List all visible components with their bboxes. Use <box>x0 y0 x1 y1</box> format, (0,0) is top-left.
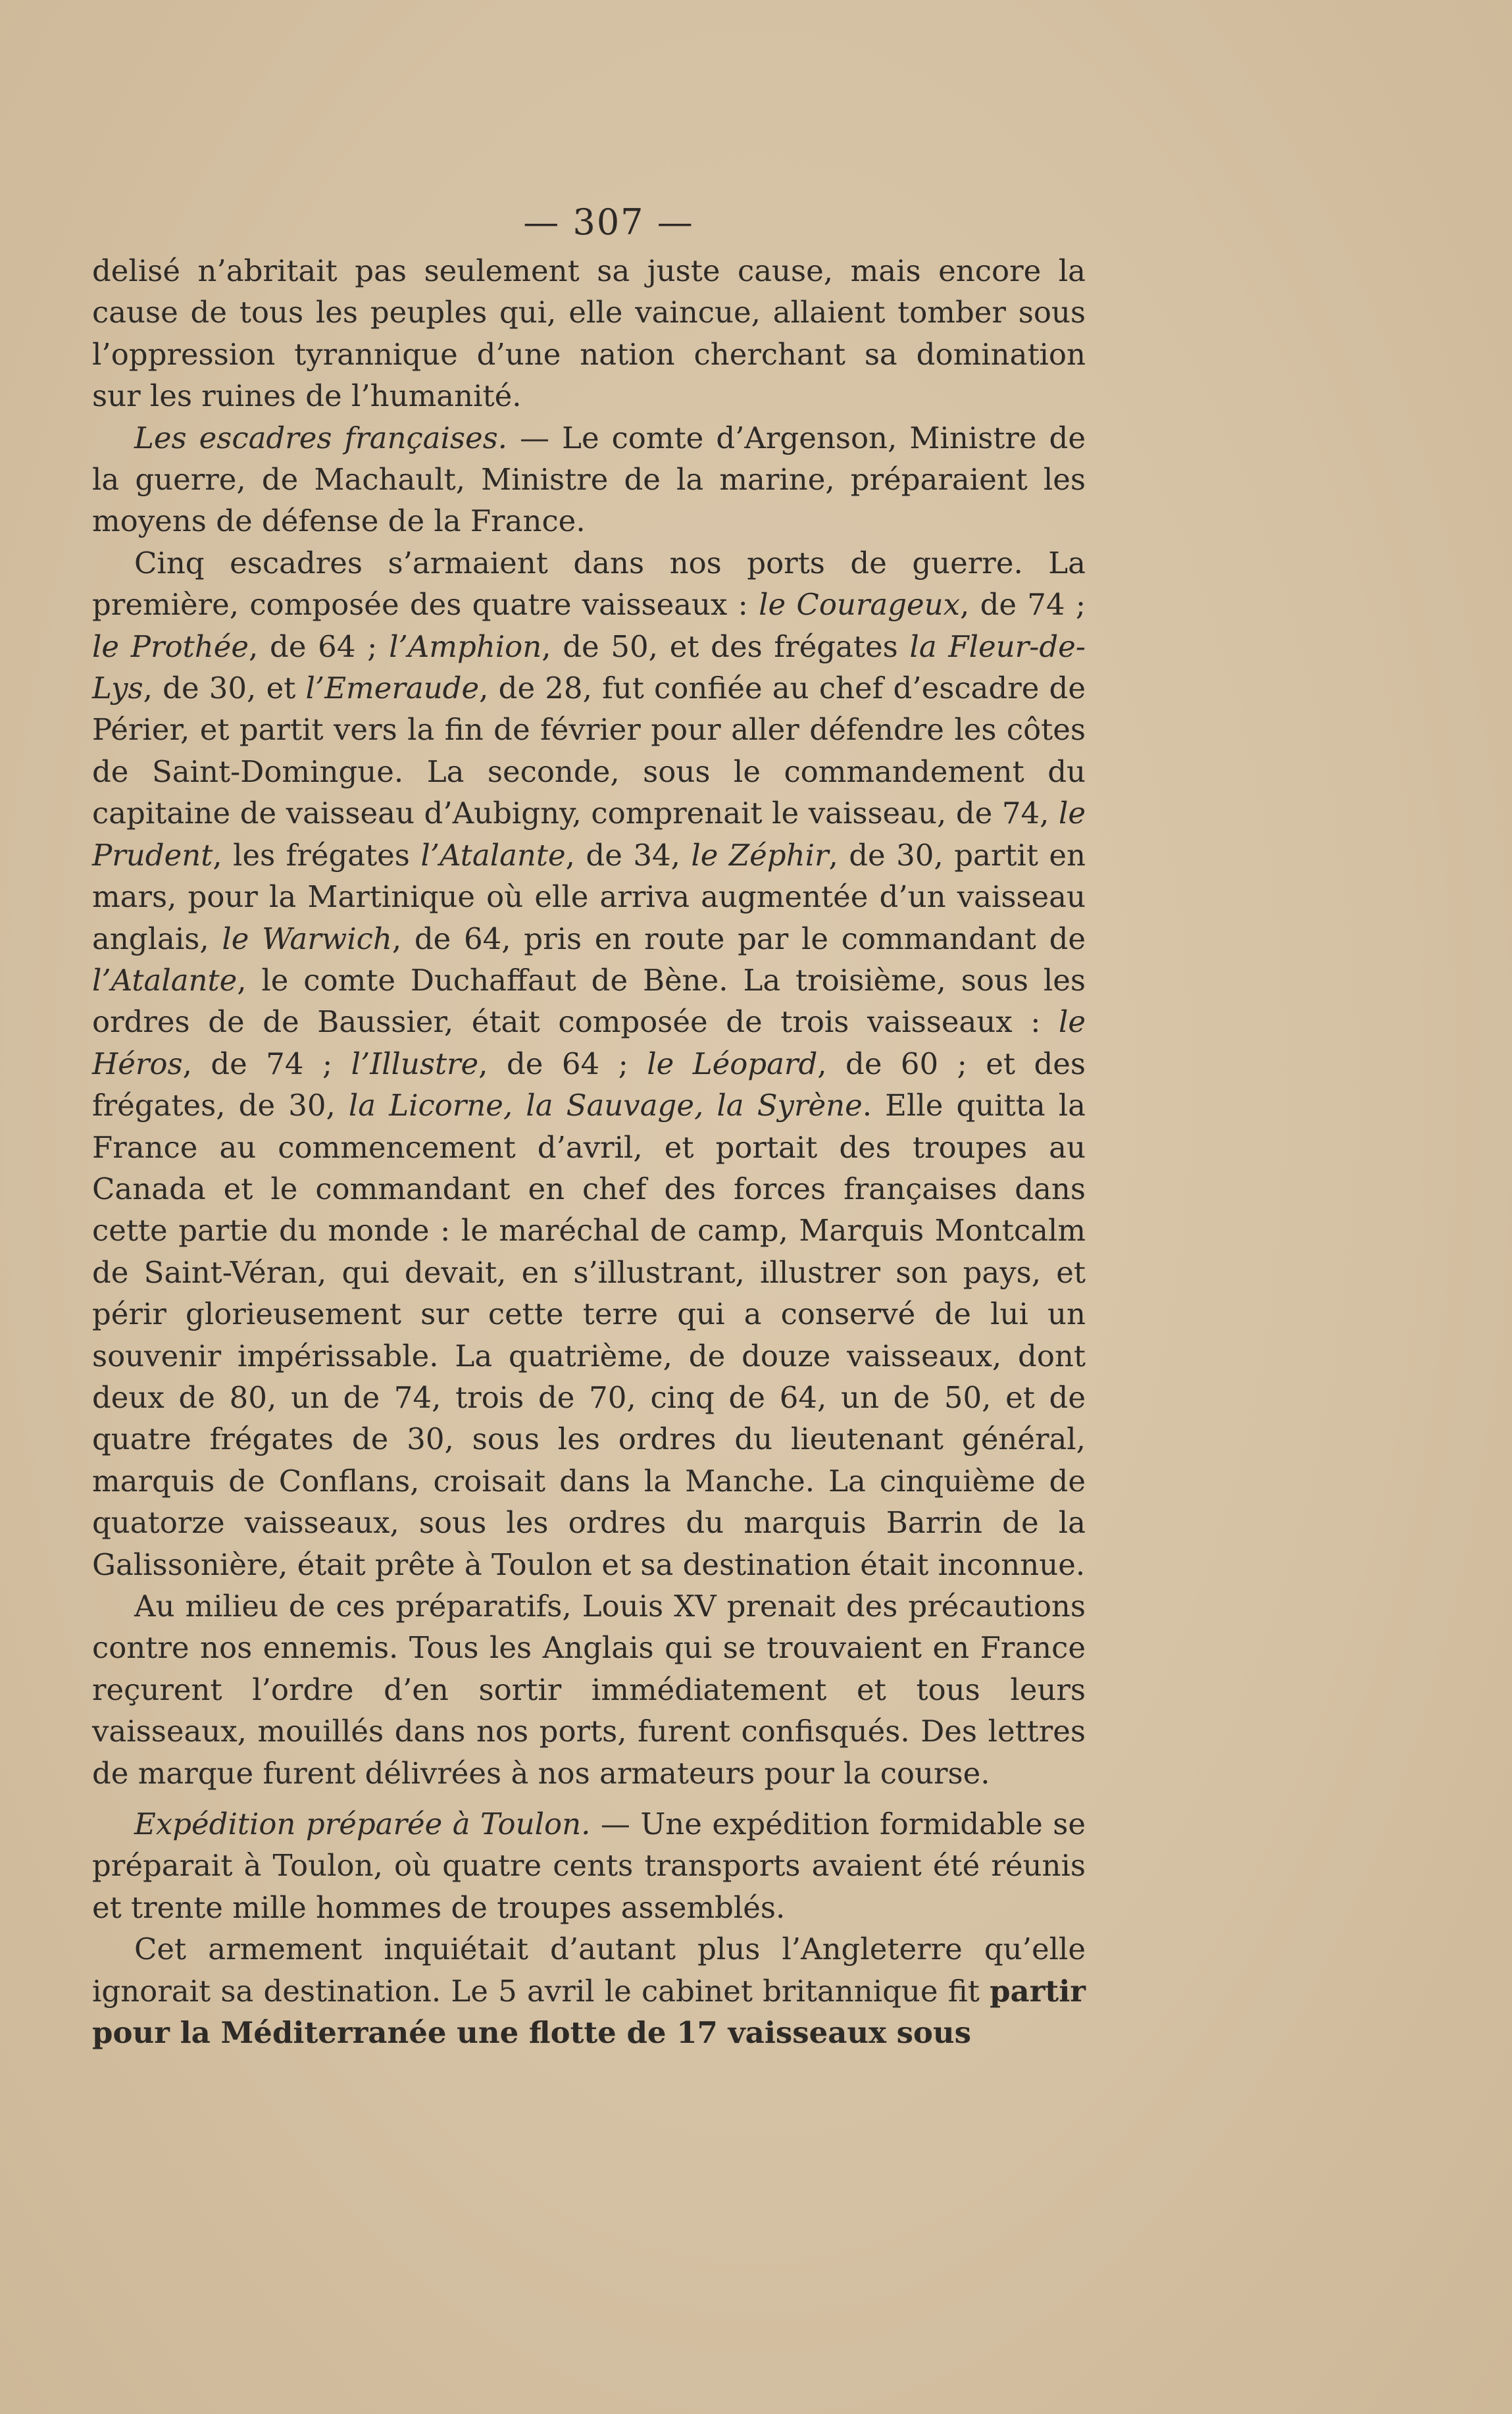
text-run: delisé n’abritait pas seulement sa juste cause, mais encore la cause de tous les peuples qui, elle vaincue, allaient tomber sous l’oppression tyrannique d’une nation cherchant sa domination sur les ruines de l’humanité. <box>92 253 1086 414</box>
paragraph-2 <box>92 417 1086 542</box>
text-run: , de 28, fut confiée au chef d’escadre de Périer, et partit vers la fin de février pour aller défendre les côtes de Saint-Domingue. La seconde, sous le commandement du capitaine de vaisseau d’Aubigny, comprenait le vaisseau, de 74, <box>92 671 1086 831</box>
page-number: — 307 — <box>523 201 694 243</box>
ship-name: le Prothée <box>92 629 249 664</box>
ship-name: le Warwich <box>222 921 392 956</box>
paragraph-1 <box>92 250 1086 417</box>
text-run: , de 74 ; <box>960 587 1086 623</box>
text-run: , les frégates <box>213 837 421 873</box>
paragraph-5 <box>92 1803 1086 1928</box>
ship-name: le Zéphir <box>691 837 829 873</box>
text-run: . Elle quitta la France au commencement d’avril, et portait des troupes au Canada et le commandant en chef des forces françaises dans cette partie du monde : le maréchal de camp, Marquis Montcalm de Saint-Véran, qui devait, en s’illustrant, illustrer son pays, et périr glorieusement sur cette terre qui a conservé de lui un souvenir impérissable. La quatrième, de douze vaisseaux, dont deux de 80, un de 74, trois de 70, cinq de 64, un de 50, et de quatre frégates de 30, sous les ordres du lieutenant général, marquis de Conflans, croisait dans la Manche. La cinquième de quatorze vaisseaux, sous les ordres du marquis Barrin de la Galissonière, était prête à Toulon et sa destination était inconnue. <box>92 1088 1086 1582</box>
text-run: , de 64 ; <box>248 629 390 664</box>
text-run: — Le comte d’Argenson, Ministre de la guerre, de Machault, Ministre de la marine, préparaient les moyens de défense de la France. <box>92 420 1086 539</box>
text-run: , de 30, et <box>143 671 306 706</box>
text-run: , de 34, <box>565 837 692 873</box>
text-run: , de 74 ; <box>182 1046 351 1081</box>
text-run: , de 60 ; et des frégates, de 30, <box>92 1046 1086 1123</box>
paragraph-3 <box>92 542 1086 1585</box>
paragraph-6 <box>92 1928 1086 2053</box>
ship-name: le Prudent <box>92 796 1086 873</box>
ship-name: l’Atalante <box>420 837 566 873</box>
ship-name: le Courageux <box>759 587 961 623</box>
ship-name: le Héros <box>92 1004 1086 1081</box>
ship-name: l’Atalante <box>92 962 238 998</box>
text-run: , de 64, pris en route par le commandant de <box>391 921 1086 956</box>
paragraph-4 <box>92 1585 1086 1794</box>
ship-name: l’Illustre <box>351 1046 479 1081</box>
text-run: , de 30, partit en mars, pour la Martinique où elle arriva augmentée d’un vaisseau anglais, <box>92 837 1086 956</box>
text-run: , de 50, et des frégates <box>542 629 910 664</box>
ship-name: l’Amphion <box>389 629 542 664</box>
text-run: Cet armement inquiétait d’autant plus l’Angleterre qu’elle ignorait sa destination. Le 5 avril le cabinet britannique fit <box>92 1932 1086 2009</box>
text-run: Au milieu de ces préparatifs, Louis XV prenait des précautions contre nos ennemis. Tous les Anglais qui se trouvaient en France reçurent l’ordre d’en sortir immédiatement et tous leurs vaisseaux, mouillés dans nos ports, furent confisqués. Des lettres de marque furent délivrées à nos armateurs pour la course. <box>92 1589 1086 1791</box>
text-run: — Une expédition formidable se préparait à Toulon, où quatre cents transports avaient été réunis et trente mille hommes de troupes assemblés. <box>92 1807 1086 1925</box>
ship-name: l’Emeraude <box>305 671 480 706</box>
run-head-expedition: Expédition préparée à Toulon. <box>134 1807 591 1842</box>
page-body <box>92 197 1086 2053</box>
ship-name: la Fleur-de-Lys <box>92 629 1086 706</box>
text-run: , de 64 ; <box>478 1046 647 1081</box>
ship-names: la Licorne, la Sauvage, la Syrène <box>348 1088 863 1123</box>
text-run-bold: partir pour la Méditerranée une flotte de 17 vaisseaux sous <box>92 1973 1086 2051</box>
run-head-les-escadres: Les escadres françaises. <box>134 420 507 455</box>
text-run: , le comte Duchaffaut de Bène. La troisième, sous les ordres de de Baussier, était composée de trois vaisseaux : <box>92 962 1086 1040</box>
ship-name: le Léopard <box>647 1046 818 1081</box>
text-run: Cinq escadres s’armaient dans nos ports de guerre. La première, composée des quatre vaisseaux : <box>92 545 1086 623</box>
